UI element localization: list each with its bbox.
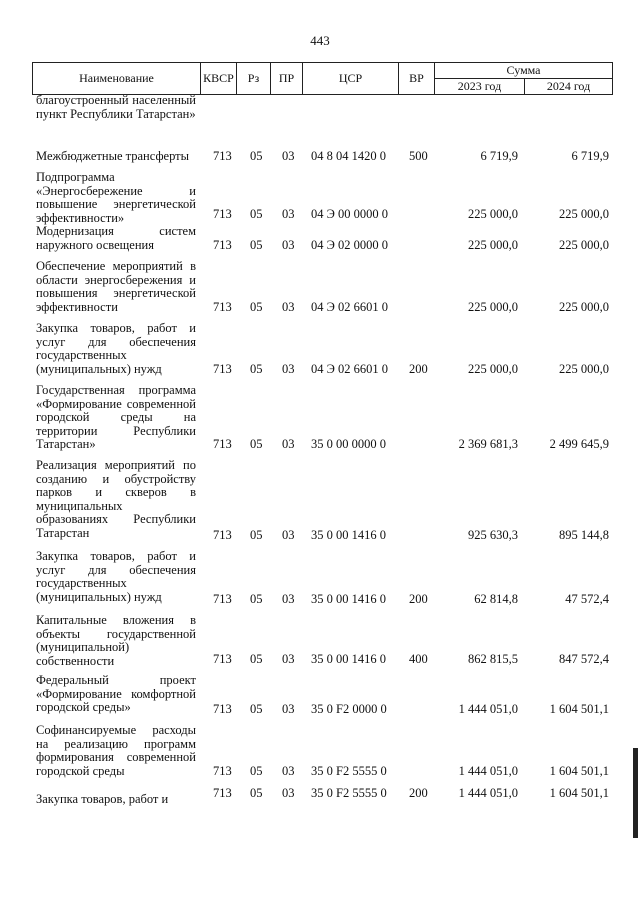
row-sum-2023: 1 444 051,0	[458, 764, 518, 778]
row-csr: 35 0 F2 5555 0	[311, 764, 387, 778]
row-sum-2023: 225 000,0	[468, 362, 518, 376]
row-name: Капитальные вложения в объекты государственной (муниципальной) собственности	[36, 613, 196, 668]
row-kvsr: 713	[213, 437, 232, 451]
row-sum-2024: 6 719,9	[571, 149, 609, 163]
row-rz: 05	[250, 238, 263, 252]
row-rz: 05	[250, 207, 263, 221]
row-name: Реализация мероприятий по созданию и обустройству парков и скверов в муниципальных образованиях Республики Татарстан	[36, 458, 196, 540]
header-sum: Сумма	[435, 63, 613, 79]
row-kvsr: 713	[213, 238, 232, 252]
row-kvsr: 713	[213, 652, 232, 666]
header-pr: ПР	[271, 63, 303, 95]
row-name: Обеспечение мероприятий в области энергосбережения и повышения энергетической эффективности	[36, 259, 196, 314]
row-name: Модернизация систем наружного освещения	[36, 224, 196, 252]
row-kvsr: 713	[213, 764, 232, 778]
table-row	[36, 143, 612, 163]
row-sum-2024: 2 499 645,9	[549, 437, 609, 451]
row-name: Подпрограмма «Энергосбережение и повышение энергетической эффективности»	[36, 170, 196, 225]
table-row	[36, 666, 612, 716]
row-sum-2024: 1 604 501,1	[549, 786, 609, 800]
row-pr: 03	[282, 528, 295, 542]
table-row	[36, 716, 612, 778]
row-vr: 200	[409, 786, 428, 800]
row-kvsr: 713	[213, 300, 232, 314]
row-csr: 04 Э 02 6601 0	[311, 300, 389, 314]
row-pr: 03	[282, 652, 295, 666]
row-csr: 04 Э 02 6601 0	[311, 362, 389, 376]
header-2024: 2024 год	[525, 79, 613, 95]
table-row	[36, 163, 612, 225]
scan-edge-mark	[633, 748, 638, 838]
row-kvsr: 713	[213, 528, 232, 542]
row-sum-2023: 2 369 681,3	[458, 437, 518, 451]
table-row	[36, 314, 612, 376]
header-vr: ВР	[399, 63, 435, 95]
row-kvsr: 713	[213, 207, 232, 221]
header-rz: Рз	[237, 63, 271, 95]
header-2023: 2023 год	[435, 79, 525, 95]
row-name: Межбюджетные трансферты	[36, 148, 190, 163]
row-sum-2023: 62 814,8	[474, 592, 518, 606]
row-rz: 05	[250, 437, 263, 451]
row-sum-2023: 225 000,0	[468, 238, 518, 252]
row-vr: 200	[409, 592, 428, 606]
row-pr: 03	[282, 207, 295, 221]
row-csr: 04 Э 00 0000 0	[311, 207, 389, 221]
row-name: Закупка товаров, работ и услуг для обеспечения государственных (муниципальных) нужд	[36, 321, 196, 376]
row-pr: 03	[282, 238, 295, 252]
row-pr: 03	[282, 786, 295, 800]
table-row	[36, 376, 612, 451]
row-name: Государственная программа «Формирование современной городской среды на территории Республики Татарстан»	[36, 383, 196, 451]
table-header	[32, 62, 612, 94]
row-sum-2024: 847 572,4	[559, 652, 609, 666]
row-rz: 05	[250, 362, 263, 376]
row-rz: 05	[250, 764, 263, 778]
row-rz: 05	[250, 786, 263, 800]
row-rz: 05	[250, 149, 263, 163]
table-row	[36, 94, 612, 143]
row-rz: 05	[250, 528, 263, 542]
row-sum-2023: 862 815,5	[468, 652, 518, 666]
row-pr: 03	[282, 702, 295, 716]
row-kvsr: 713	[213, 786, 232, 800]
row-pr: 03	[282, 300, 295, 314]
table-row	[36, 252, 612, 314]
row-name: Закупка товаров, работ и	[36, 791, 169, 806]
row-sum-2024: 225 000,0	[559, 362, 609, 376]
row-sum-2024: 1 604 501,1	[549, 702, 609, 716]
row-rz: 05	[250, 652, 263, 666]
header-name: Наименование	[33, 63, 201, 95]
row-csr: 04 8 04 1420 0	[311, 149, 386, 163]
row-csr: 35 0 00 0000 0	[311, 437, 386, 451]
row-sum-2023: 6 719,9	[480, 149, 518, 163]
row-sum-2024: 225 000,0	[559, 300, 609, 314]
table-row	[36, 221, 612, 252]
row-sum-2024: 225 000,0	[559, 238, 609, 252]
row-sum-2023: 925 630,3	[468, 528, 518, 542]
row-pr: 03	[282, 149, 295, 163]
table-row	[36, 542, 612, 606]
row-csr: 35 0 00 1416 0	[311, 652, 386, 666]
header-csr: ЦСР	[303, 63, 399, 95]
row-csr: 35 0 F2 0000 0	[311, 702, 387, 716]
row-name: Федеральный проект «Формирование комфортной городской среды»	[36, 673, 196, 714]
row-csr: 35 0 00 1416 0	[311, 528, 386, 542]
table-row	[36, 451, 612, 542]
row-sum-2023: 1 444 051,0	[458, 786, 518, 800]
row-vr: 500	[409, 149, 428, 163]
row-kvsr: 713	[213, 702, 232, 716]
row-pr: 03	[282, 592, 295, 606]
row-name: благоустроенный населенный пункт Республики Татарстан»	[36, 93, 196, 121]
table-body	[36, 94, 612, 806]
row-sum-2023: 225 000,0	[468, 300, 518, 314]
table-row	[36, 778, 612, 806]
row-sum-2024: 225 000,0	[559, 207, 609, 221]
row-kvsr: 713	[213, 362, 232, 376]
row-kvsr: 713	[213, 149, 232, 163]
header-kvsr: КВСР	[201, 63, 237, 95]
row-rz: 05	[250, 592, 263, 606]
row-sum-2023: 1 444 051,0	[458, 702, 518, 716]
row-rz: 05	[250, 702, 263, 716]
row-pr: 03	[282, 362, 295, 376]
page-number: 443	[310, 33, 330, 48]
row-sum-2024: 47 572,4	[565, 592, 609, 606]
row-csr: 35 0 00 1416 0	[311, 592, 386, 606]
row-sum-2023: 225 000,0	[468, 207, 518, 221]
row-kvsr: 713	[213, 592, 232, 606]
row-sum-2024: 895 144,8	[559, 528, 609, 542]
table-row	[36, 606, 612, 666]
row-pr: 03	[282, 764, 295, 778]
row-name: Софинансируемые расходы на реализацию программ формирования современной городской среды	[36, 723, 196, 778]
row-rz: 05	[250, 300, 263, 314]
row-vr: 200	[409, 362, 428, 376]
row-name: Закупка товаров, работ и услуг для обеспечения государственных (муниципальных) нужд	[36, 549, 196, 604]
row-sum-2024: 1 604 501,1	[549, 764, 609, 778]
row-csr: 35 0 F2 5555 0	[311, 786, 387, 800]
row-csr: 04 Э 02 0000 0	[311, 238, 389, 252]
row-pr: 03	[282, 437, 295, 451]
row-vr: 400	[409, 652, 428, 666]
